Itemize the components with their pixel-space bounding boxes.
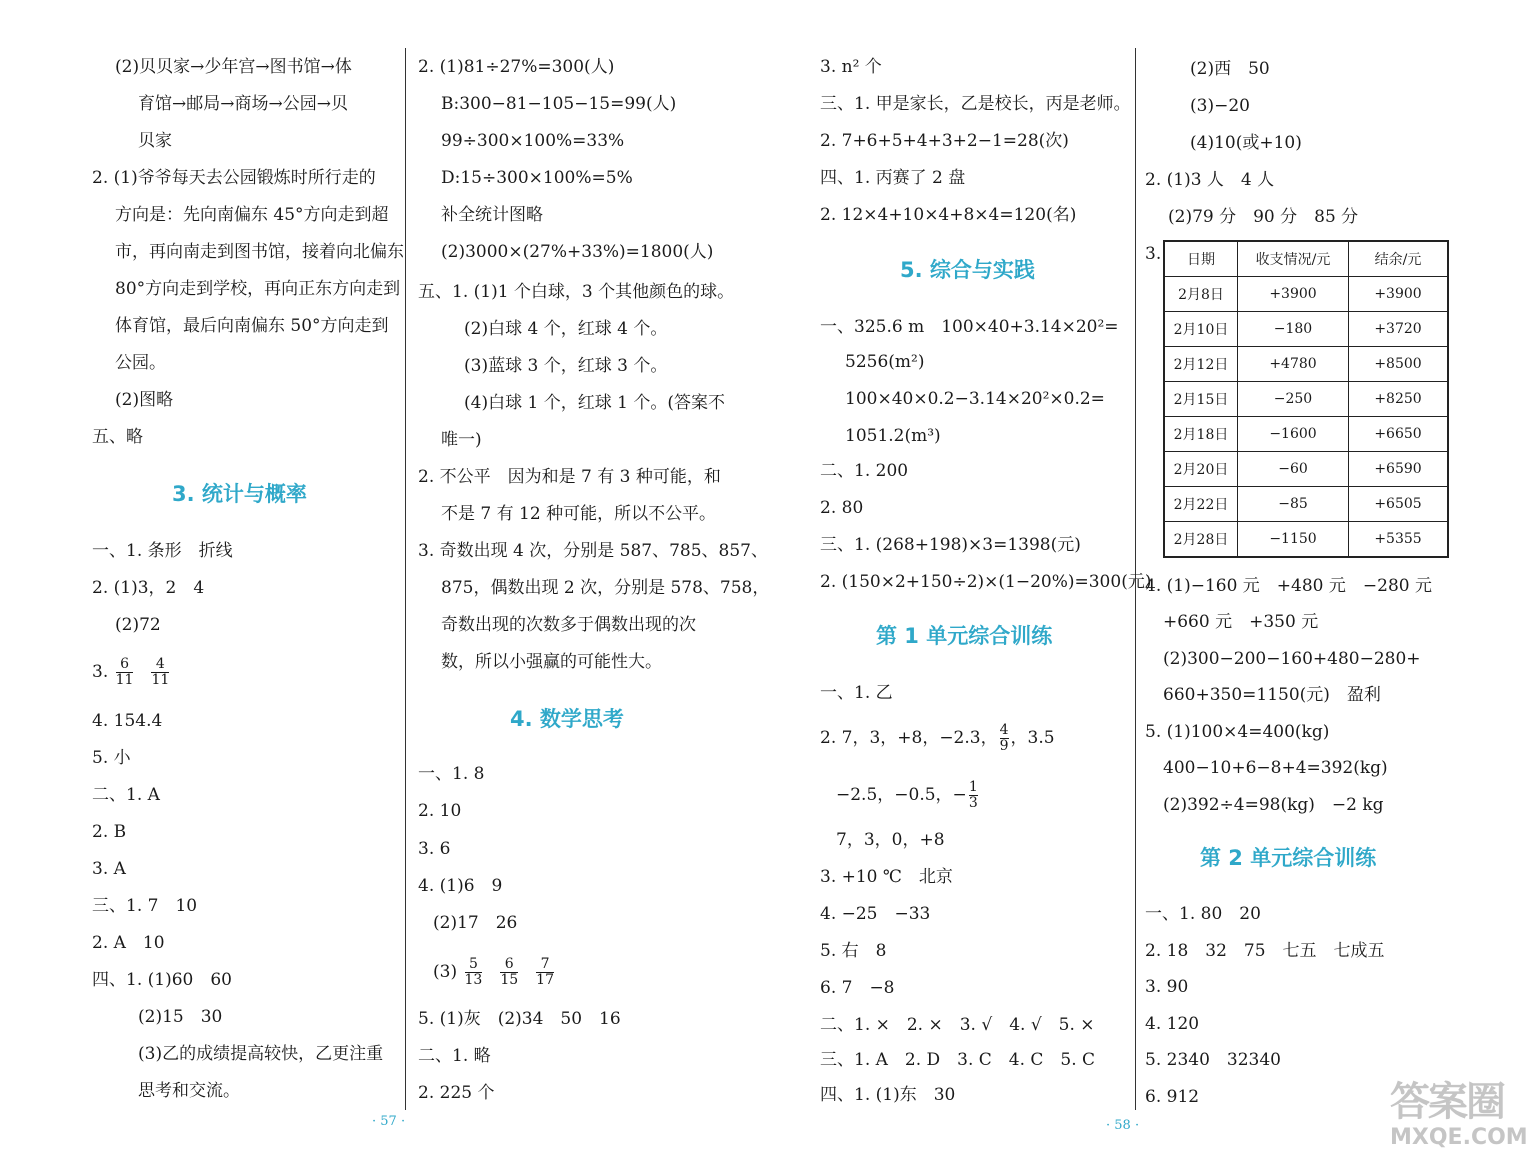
answer-line: 2. (1)爷爷每天去公园锻炼时所行走的 <box>92 168 376 188</box>
balance-cell: +3900 <box>1349 277 1449 312</box>
answer-line: 99÷300×100%=33% <box>441 131 625 151</box>
answer-line: 2. 7+6+5+4+3+2−1=28(次) <box>820 131 1069 151</box>
table-row <box>1164 417 1448 452</box>
answer-line: 4. (1)−160 元 +480 元 −280 元 <box>1145 576 1432 596</box>
answer-line: (2)300−200−160+480−280+ <box>1163 649 1421 669</box>
answer-line: 2. 10 <box>418 801 462 821</box>
answer-line: 2. 18 32 75 七五 七成五 <box>1145 941 1385 961</box>
answer-line: 一、1. 80 20 <box>1145 904 1261 924</box>
answer-line: 贝家 <box>138 131 172 151</box>
answer-line: 公园。 <box>115 353 166 373</box>
table-row <box>1164 452 1448 487</box>
answer-line: 奇数出现的次数多于偶数出现的次 <box>441 615 696 635</box>
balance-cell: +6505 <box>1349 487 1449 522</box>
section-heading-unit2: 第 2 单元综合训练 <box>1200 846 1377 870</box>
balance-cell: +8250 <box>1349 382 1449 417</box>
date-cell: 2月20日 <box>1164 452 1238 487</box>
answer-line: 三、1. 7 10 <box>92 896 198 916</box>
answer-line: (3)蓝球 3 个，红球 3 个。 <box>464 356 668 376</box>
answer-line: 一、1. 乙 <box>820 683 893 703</box>
answer-line: 方向是：先向南偏东 45°方向走到超 <box>115 205 389 225</box>
fraction: $\frac{6}{15}$ <box>500 956 519 988</box>
answer-line: 3. <box>1145 244 1162 264</box>
date-cell: 2月18日 <box>1164 417 1238 452</box>
answer-line: 3. n² 个 <box>820 57 882 77</box>
answer-line: 三、1. (268+198)×3=1398(元) <box>820 535 1081 555</box>
date-cell: 2月10日 <box>1164 312 1238 347</box>
amount-cell: −250 <box>1238 382 1349 417</box>
answer-line: 四、1. (1)60 60 <box>92 970 232 990</box>
answer-line: (2)西 50 <box>1190 59 1270 79</box>
answer-line: 5. 小 <box>92 748 131 768</box>
answer-line: B:300−81−105−15=99(人) <box>441 94 677 114</box>
answer-line: (2)3000×(27%+33%)=1800(人) <box>441 242 714 262</box>
balance-cell: +6590 <box>1349 452 1449 487</box>
answer-line: 2. 不公平 因为和是 7 有 3 种可能，和 <box>418 467 721 487</box>
answer-line: 五、略 <box>92 427 143 447</box>
answer-line: 3. 90 <box>1145 977 1189 997</box>
fraction: $\frac{5}{13}$ <box>464 956 483 988</box>
table-row <box>1164 312 1448 347</box>
answer-line: +660 元 +350 元 <box>1163 612 1319 632</box>
section-heading-statistics: 3. 统计与概率 <box>172 482 307 506</box>
balance-cell: +8500 <box>1349 347 1449 382</box>
answer-line: 5. 右 8 <box>820 941 887 961</box>
table-header-row <box>1164 241 1448 277</box>
answer-line: 四、1. (1)东 30 <box>820 1085 956 1105</box>
answer-line: 一、1. 条形 折线 <box>92 541 233 561</box>
fraction: $\frac{4}{9}$ <box>999 722 1009 754</box>
answer-line: (4)白球 1 个，红球 1 个。(答案不 <box>464 393 725 413</box>
balance-cell: +3720 <box>1349 312 1449 347</box>
amount-cell: +3900 <box>1238 277 1349 312</box>
answer-line: 3. 奇数出现 4 次，分别是 587、785、857、 <box>418 541 768 561</box>
table-row <box>1164 382 1448 417</box>
table-row <box>1164 277 1448 312</box>
answer-line: 875，偶数出现 2 次，分别是 578、758， <box>441 578 770 598</box>
fraction: $\frac{1}{3}$ <box>968 779 978 811</box>
amount-cell: +4780 <box>1238 347 1349 382</box>
fraction: $\frac{6}{11}$ <box>115 656 134 688</box>
answer-line: 5. (1)100×4=400(kg) <box>1145 722 1330 742</box>
item-number: (3) <box>433 962 458 982</box>
answer-line: (2)15 30 <box>138 1007 223 1027</box>
amount-cell: −60 <box>1238 452 1349 487</box>
answer-line: (2)17 26 <box>433 913 518 933</box>
answer-line: 三、1. A 2. D 3. C 4. C 5. C <box>820 1050 1096 1070</box>
answer-line-fractions <box>92 652 171 692</box>
answer-line: 660+350=1150(元) 盈利 <box>1163 685 1381 705</box>
fraction: $\frac{7}{17}$ <box>536 956 554 988</box>
answer-line: 5. (1)灰 (2)34 50 16 <box>418 1009 621 1029</box>
section-heading-practice: 5. 综合与实践 <box>900 258 1035 282</box>
page-number-right: · 58 · <box>1106 1118 1140 1133</box>
answer-line: 2. B <box>92 822 127 842</box>
answer-line: 100×40×0.2−3.14×20²×0.2= <box>845 389 1105 409</box>
table-row <box>1164 522 1448 558</box>
answer-line: 6. 7 −8 <box>820 978 895 998</box>
answer-line: 唯一) <box>441 430 482 450</box>
answer-line: (2)贝贝家→少年宫→图书馆→体 <box>115 57 352 77</box>
amount-cell: −85 <box>1238 487 1349 522</box>
page-number-left: · 57 · <box>372 1114 406 1129</box>
column-divider-left-page <box>405 48 406 1110</box>
amount-cell: −1150 <box>1238 522 1349 558</box>
answer-line: 3. A <box>92 859 126 879</box>
answer-line: (3)乙的成绩提高较快，乙更注重 <box>138 1044 384 1064</box>
answer-line: 2. 80 <box>820 498 864 518</box>
answer-line-fractions: −2.5，−0.5，− $\frac{1}{3}$ <box>836 779 978 811</box>
answer-line: 市，再向南走到图书馆，接着向北偏东 <box>115 242 404 262</box>
table-header-cell: 收支情况/元 <box>1238 241 1349 277</box>
answer-line: 2. 12×4+10×4+8×4=120(名) <box>820 205 1077 225</box>
table-header-cell: 日期 <box>1164 241 1238 277</box>
answer-line: 二、1. × 2. × 3. √ 4. √ 5. × <box>820 1015 1095 1035</box>
answer-line: 三、1. 甲是家长，乙是校长，丙是老师。 <box>820 94 1131 114</box>
section-heading-math-thinking: 4. 数学思考 <box>510 707 624 731</box>
item-number: 3. <box>92 662 109 682</box>
answer-line: 二、1. A <box>92 785 160 805</box>
answer-line: 1051.2(m³) <box>845 426 941 446</box>
date-cell: 2月8日 <box>1164 277 1238 312</box>
answer-line: 4. −25 −33 <box>820 904 931 924</box>
answer-line: (2)白球 4 个，红球 4 个。 <box>464 319 668 339</box>
answer-line: 4. 120 <box>1145 1014 1200 1034</box>
fraction: $\frac{4}{11}$ <box>151 656 170 688</box>
amount-cell: −180 <box>1238 312 1349 347</box>
answer-line: 二、1. 略 <box>418 1046 491 1066</box>
date-cell: 2月12日 <box>1164 347 1238 382</box>
answer-line: 3. 6 <box>418 839 451 859</box>
date-cell: 2月22日 <box>1164 487 1238 522</box>
answer-line: 5. 2340 32340 <box>1145 1050 1281 1070</box>
answer-line: 思考和交流。 <box>138 1081 240 1101</box>
date-cell: 2月28日 <box>1164 522 1238 558</box>
table-row <box>1164 347 1448 382</box>
answer-line: (2)72 <box>115 615 161 635</box>
answer-line: D:15÷300×100%=5% <box>441 168 633 188</box>
answer-line: 2. 225 个 <box>418 1083 495 1103</box>
answer-line: 体育馆，最后向南偏东 50°方向走到 <box>115 316 389 336</box>
table-row <box>1164 487 1448 522</box>
answer-line: (4)10(或+10) <box>1190 133 1302 153</box>
answer-line: (3)−20 <box>1190 96 1250 116</box>
answer-line: 一、325.6 m 100×40+3.14×20²= <box>820 317 1119 337</box>
answer-line: 4. (1)6 9 <box>418 876 503 896</box>
amount-cell: −1600 <box>1238 417 1349 452</box>
answer-line: 5256(m²) <box>845 352 925 372</box>
answer-line: 二、1. 200 <box>820 461 909 481</box>
answer-line: 80°方向走到学校，再向正东方向走到 <box>115 279 401 299</box>
answer-line: (2)图略 <box>115 390 174 410</box>
answer-line: 数，所以小强赢的可能性大。 <box>441 652 662 672</box>
answer-line: 4. 154.4 <box>92 711 163 731</box>
answer-line: 不是 7 有 12 种可能，所以不公平。 <box>441 504 717 524</box>
income-expense-table <box>1163 240 1449 558</box>
answer-line-fractions: 2. 7，3，+8，−2.3， $\frac{4}{9}$ ，3.5 <box>820 722 1055 754</box>
answer-line-fractions <box>433 952 556 992</box>
answer-line: 2. (1)81÷27%=300(人) <box>418 57 615 77</box>
answer-line: 育馆→邮局→商场→公园→贝 <box>138 94 348 114</box>
answer-line: 一、1. 8 <box>418 764 485 784</box>
balance-cell: +5355 <box>1349 522 1449 558</box>
answer-line: 400−10+6−8+4=392(kg) <box>1163 758 1388 778</box>
answer-line: 2. (1)3 人 4 人 <box>1145 170 1275 190</box>
answer-line: 2. (1)3，2 4 <box>92 578 205 598</box>
balance-cell: +6650 <box>1349 417 1449 452</box>
answer-line: (2)79 分 90 分 85 分 <box>1168 207 1359 227</box>
watermark-logo: 答案圈 MXQE.COM <box>1390 1079 1528 1150</box>
answer-line: 3. +10 ℃ 北京 <box>820 867 953 887</box>
section-heading-unit1: 第 1 单元综合训练 <box>876 624 1053 648</box>
date-cell: 2月15日 <box>1164 382 1238 417</box>
answer-line: 2. (150×2+150÷2)×(1−20%)=300(元) <box>820 572 1152 592</box>
answer-line: 四、1. 丙赛了 2 盘 <box>820 168 966 188</box>
answer-line: 五、1. (1)1 个白球，3 个其他颜色的球。 <box>418 282 735 302</box>
answer-line: 7，3，0，+8 <box>836 830 945 850</box>
table-header-cell: 结余/元 <box>1349 241 1449 277</box>
answer-line: 2. A 10 <box>92 933 165 953</box>
answer-line: (2)392÷4=98(kg) −2 kg <box>1163 795 1384 815</box>
answer-line: 6. 912 <box>1145 1087 1200 1107</box>
answer-line: 补全统计图略 <box>441 205 543 225</box>
